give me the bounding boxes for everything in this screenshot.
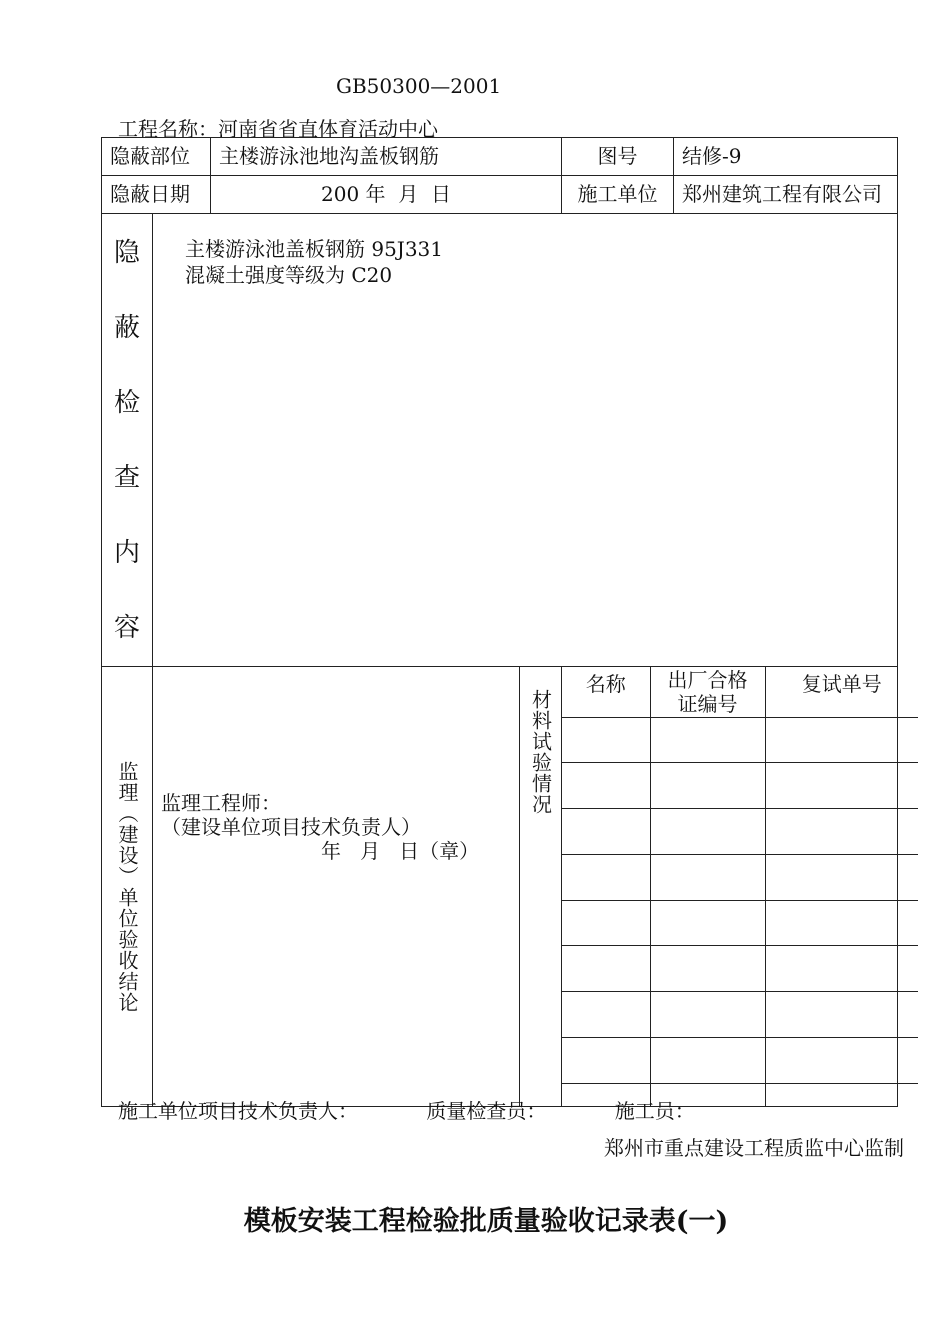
drawing-no-value-cell [674, 138, 898, 176]
hidden-part-label: 隐蔽部位 [110, 144, 190, 168]
supervision-label: 监理（建设）单位验收结论 [115, 760, 139, 1013]
materials-cell[interactable] [562, 1037, 650, 1083]
materials-cell[interactable] [562, 717, 650, 763]
hidden-date-value: 200 年 月 日 [321, 182, 451, 206]
materials-cell[interactable] [765, 809, 918, 855]
materials-cell[interactable] [562, 763, 650, 809]
inspection-line-1: 主楼游泳池盖板钢筋 95J331 [185, 237, 443, 261]
materials-cell[interactable] [562, 946, 650, 992]
hidden-date-label: 隐蔽日期 [110, 182, 190, 206]
materials-header-retest: 复试单号 [765, 667, 918, 717]
inspection-content-cell [153, 214, 898, 667]
supervision-date-stamp: 年 月 日（章） [321, 839, 480, 863]
materials-cell[interactable] [650, 900, 765, 946]
materials-cell[interactable] [562, 809, 650, 855]
contractor-label: 施工单位 [577, 182, 658, 206]
materials-cell[interactable] [765, 763, 918, 809]
materials-cell[interactable] [650, 1037, 765, 1083]
inspection-line-2: 混凝土强度等级为 C20 [185, 263, 393, 287]
materials-cell[interactable] [765, 854, 918, 900]
next-form-title: 模板安装工程检验批质量验收记录表(一) [243, 1206, 729, 1237]
materials-table-cell [562, 667, 898, 1107]
contractor-value: 郑州建筑工程有限公司 [682, 182, 882, 206]
materials-cell[interactable] [650, 717, 765, 763]
hidden-date-label-cell [102, 176, 211, 214]
quality-inspector-signature: 质量检查员： [426, 1099, 547, 1123]
materials-header-name: 名称 [562, 667, 650, 717]
materials-label: 材料试验情况 [528, 689, 553, 815]
materials-cell[interactable] [650, 763, 765, 809]
tech-lead-signature: 施工单位项目技术负责人： [118, 1099, 358, 1123]
materials-cell[interactable] [765, 717, 918, 763]
supervision-engineer: 监理工程师： [161, 791, 281, 815]
inspection-label-cell [102, 214, 153, 667]
materials-cell[interactable] [650, 992, 765, 1038]
owner-representative: （建设单位项目技术负责人） [161, 815, 421, 839]
materials-label-cell [520, 667, 562, 1107]
drawing-no-label: 图号 [597, 144, 638, 168]
inspection-label-char: 隐 [113, 238, 140, 268]
materials-cell[interactable] [765, 946, 918, 992]
signature-line [118, 1095, 757, 1124]
supervision-label-cell [102, 667, 153, 1107]
inspection-label-char: 容 [113, 613, 140, 643]
materials-cell[interactable] [650, 854, 765, 900]
materials-cell[interactable] [765, 900, 918, 946]
supervision-conclusion-cell [153, 667, 520, 1107]
inspection-label-char: 蔽 [113, 313, 140, 343]
hidden-date-value-cell [211, 176, 562, 214]
hidden-part-value-cell [211, 138, 562, 176]
issuing-authority: 郑州市重点建设工程质监中心监制 [604, 1136, 904, 1160]
inspection-label-char: 检 [113, 388, 140, 418]
materials-cell[interactable] [765, 1083, 918, 1106]
standard-code: GB50300—2001 [336, 74, 502, 98]
materials-cell[interactable] [765, 992, 918, 1038]
inspection-label [102, 214, 152, 666]
drawing-no-label-cell [562, 138, 674, 176]
drawing-no-value: 结修-9 [682, 144, 742, 168]
materials-cell[interactable] [562, 854, 650, 900]
materials-cell[interactable] [562, 992, 650, 1038]
inspection-label-char: 查 [113, 463, 140, 493]
inspection-label-char: 内 [113, 538, 140, 568]
hidden-part-label-cell [102, 138, 211, 176]
contractor-label-cell [562, 176, 674, 214]
materials-header-cert: 出厂合格证编号 [650, 667, 765, 717]
contractor-value-cell [674, 176, 898, 214]
materials-cell[interactable] [562, 900, 650, 946]
materials-cell[interactable] [765, 1037, 918, 1083]
constructor-signature: 施工员： [614, 1099, 695, 1123]
materials-cell[interactable] [650, 809, 765, 855]
project-name: 工程名称：河南省省直体育活动中心 [118, 117, 438, 141]
materials-cell[interactable] [650, 946, 765, 992]
materials-table [562, 667, 918, 1106]
hidden-work-inspection-table [101, 137, 898, 1107]
hidden-part-value: 主楼游泳池地沟盖板钢筋 [219, 144, 439, 168]
